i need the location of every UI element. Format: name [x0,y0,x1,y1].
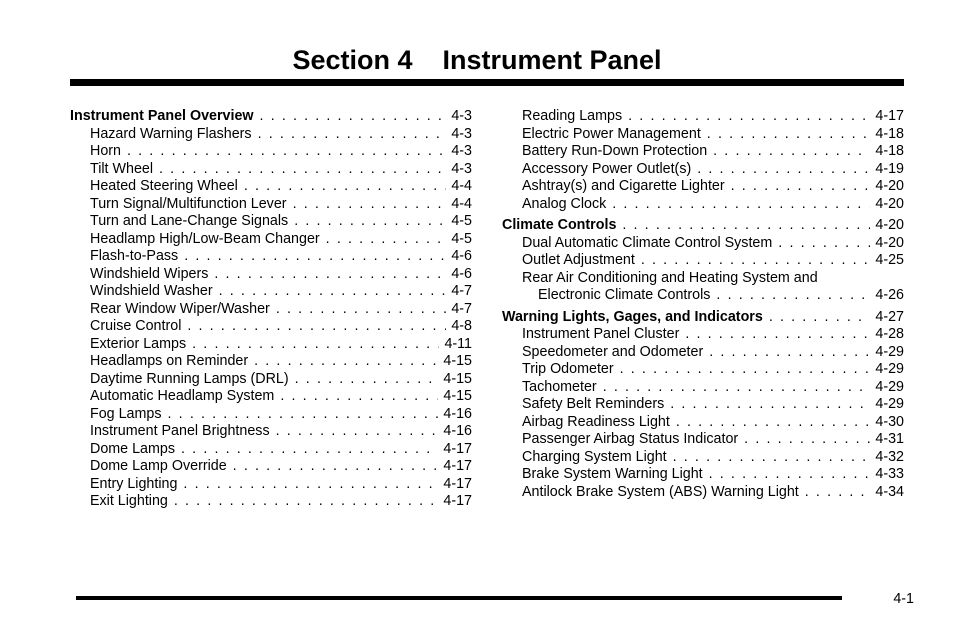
toc-entry-page: 4-17 [875,108,904,124]
dot-leader [219,283,447,301]
toc-entry-page: 4-15 [443,353,472,369]
dot-leader [612,196,870,214]
section-title: Section 4 Instrument Panel [292,45,662,75]
dot-leader [127,143,446,161]
toc-entry[interactable] [70,213,472,231]
toc-entry-title: Electric Power Management [522,125,701,142]
toc-entry-page: 4-34 [875,483,904,500]
dot-leader [192,336,439,354]
toc-entry-title: Antilock Brake System (ABS) Warning Light [522,483,799,500]
toc-entry-page: 4-17 [443,475,472,492]
toc-entry-page: 4-20 [875,195,904,212]
toc-entry[interactable] [70,266,472,284]
toc-entry-page: 4-29 [875,343,904,360]
toc-entry-page: 4-33 [875,466,904,482]
toc-entry-page: 4-25 [875,252,904,268]
toc-entry[interactable] [502,326,904,344]
toc-entry-page: 4-17 [443,493,472,509]
toc-entry-title: Turn Signal/Multifunction Lever [90,195,287,212]
toc-entry[interactable] [502,396,904,414]
dot-leader [670,396,870,414]
toc-entry-title: Hazard Warning Flashers [90,125,252,142]
toc-entry-title: Electronic Climate Controls [538,287,711,303]
dot-leader [276,423,439,441]
toc-entry-title: Instrument Panel Brightness [90,423,270,439]
toc-entry-title: Heated Steering Wheel [90,178,238,194]
toc-entry-title: Charging System Light [522,448,667,465]
toc-entry-page: 4-27 [875,308,904,325]
dot-leader [641,252,871,270]
dot-leader [622,217,870,235]
toc-entry[interactable] [502,270,904,288]
toc-entry-page: 4-18 [875,125,904,142]
toc-entry-title: Dome Lamps [90,440,176,457]
dot-leader [628,108,870,126]
dot-leader [673,449,871,467]
toc-entry[interactable] [70,231,472,249]
toc-entry-title: Warning Lights, Gages, and Indicators [502,308,763,325]
dot-leader [258,126,447,144]
toc-entry-page: 4-16 [443,405,472,422]
dot-leader [233,458,439,476]
toc-entry[interactable] [502,431,904,449]
toc-entry-title: Headlamp High/Low-Beam Changer [90,230,320,247]
toc-entry-page: 4-3 [451,143,472,159]
dot-leader [716,287,870,305]
toc-entry-title: Exit Lighting [90,493,168,509]
toc-entry-title: Passenger Airbag Status Indicator [522,431,739,447]
toc-column-right [502,108,904,501]
toc-entry[interactable] [502,466,904,484]
dot-leader [187,318,446,336]
dot-leader [174,493,438,511]
toc-entry-title: Instrument Panel Overview [70,108,254,124]
toc-entry[interactable] [70,196,472,214]
toc-entry[interactable] [502,143,904,161]
toc-entry-page: 4-30 [875,413,904,430]
toc-entry-page: 4-4 [451,195,472,212]
toc-entry[interactable] [70,301,472,319]
toc-entry[interactable] [502,108,904,126]
toc-entry-title: Daytime Running Lamps (DRL) [90,370,289,387]
toc-entry-page: 4-7 [451,283,472,299]
toc-entry-page: 4-11 [444,335,472,352]
toc-entry-page: 4-4 [451,178,472,194]
dot-leader [778,235,870,253]
toc-entry-page: 4-18 [875,143,904,159]
toc-entry-title: Fog Lamps [90,405,162,422]
toc-entry[interactable] [502,161,904,179]
dot-leader [184,248,446,266]
toc-entry[interactable] [70,493,472,511]
toc-entry-page: 4-15 [443,370,472,387]
toc-entry[interactable] [70,406,472,424]
toc-entry[interactable] [502,287,904,305]
toc-entry-page: 4-3 [451,160,472,177]
toc-entry-page: 4-16 [443,423,472,439]
dot-leader [676,414,871,432]
dot-leader [260,108,447,126]
toc-entry-title: Outlet Adjustment [522,252,635,268]
dot-leader [769,309,871,327]
toc-entry[interactable] [70,126,472,144]
toc-entry[interactable] [70,423,472,441]
toc-entry-page: 4-20 [875,178,904,194]
toc-entry-page: 4-29 [875,378,904,395]
toc-entry[interactable] [502,361,904,379]
toc-entry-page: 4-19 [875,160,904,177]
dot-leader [709,344,870,362]
toc-entry[interactable] [502,414,904,432]
toc-entry[interactable] [70,371,472,389]
toc-entry-title: Climate Controls [502,217,617,233]
dot-leader [159,161,446,179]
dot-leader [709,466,871,484]
toc-entry[interactable] [502,449,904,467]
toc-entry-page: 4-28 [875,326,904,342]
toc-entry-page: 4-32 [875,448,904,465]
toc-entry[interactable] [70,336,472,354]
toc-entry-title: Entry Lighting [90,475,178,492]
toc-entry[interactable] [70,441,472,459]
dot-leader [713,143,870,161]
page-number: 4-1 [893,591,914,607]
dot-leader [326,231,447,249]
toc-entry-page: 4-6 [451,248,472,264]
toc-entry[interactable] [70,161,472,179]
toc-entry[interactable] [502,484,904,502]
toc-entry-title: Trip Odometer [522,361,614,377]
dot-leader [707,126,871,144]
dot-leader [294,213,446,231]
toc-entry-title: Rear Air Conditioning and Heating System and [522,269,818,286]
toc-entry-page: 4-5 [451,230,472,247]
toc-entry-page: 4-26 [875,287,904,303]
toc-entry-title: Dome Lamp Override [90,458,227,474]
toc-entry-title: Headlamps on Reminder [90,353,249,369]
dot-leader [214,266,446,284]
toc-entry[interactable] [502,235,904,253]
dot-leader [603,379,871,397]
toc-entry-page: 4-15 [443,388,472,404]
toc-entry-title: Flash-to-Pass [90,248,179,264]
dot-leader [254,353,438,371]
toc-entry-title: Speedometer and Odometer [522,343,704,360]
toc-column-left [70,108,472,511]
dot-leader [620,361,871,379]
dot-leader [168,406,439,424]
toc-entry[interactable] [70,388,472,406]
dot-leader [697,161,870,179]
toc-entry-title: Exterior Lamps [90,335,187,352]
toc-entry-title: Automatic Headlamp System [90,388,275,404]
toc-entry[interactable] [502,196,904,214]
toc-entry[interactable] [502,252,904,270]
toc-entry-title: Horn [90,143,121,159]
toc-entry-page: 4-17 [443,440,472,457]
toc-entry[interactable] [502,178,904,196]
toc-entry[interactable] [70,143,472,161]
toc-heading[interactable] [502,217,904,235]
toc-entry-title: Battery Run-Down Protection [522,143,708,159]
toc-heading[interactable] [70,108,472,126]
toc-entry-page: 4-7 [451,300,472,317]
toc-entry-title: Reading Lamps [522,108,623,124]
toc-entry-page: 4-20 [875,234,904,251]
dot-leader [293,196,447,214]
toc-entry-page: 4-3 [451,125,472,142]
toc-entry[interactable] [70,178,472,196]
toc-entry-page: 4-29 [875,361,904,377]
toc-entry-page: 4-20 [875,217,904,233]
toc-entry[interactable] [502,344,904,362]
toc-heading[interactable] [502,309,904,327]
dot-leader [685,326,870,344]
toc-entry-title: Safety Belt Reminders [522,396,665,412]
dot-leader [244,178,447,196]
dot-leader [276,301,447,319]
toc-entry-title: Airbag Readiness Light [522,413,670,430]
dot-leader [805,484,871,502]
toc-entry-title: Turn and Lane-Change Signals [90,213,289,229]
dot-leader [295,371,439,389]
toc-entry-page: 4-3 [451,108,472,124]
toc-entry[interactable] [70,458,472,476]
toc-entry[interactable] [70,353,472,371]
toc-entry[interactable] [70,248,472,266]
toc-entry-page: 4-6 [451,265,472,282]
toc-entry[interactable] [70,283,472,301]
toc-entry-page: 4-5 [451,213,472,229]
dot-leader [183,476,438,494]
toc-entry-title: Accessory Power Outlet(s) [522,160,692,177]
dot-leader [280,388,438,406]
dot-leader [181,441,438,459]
dot-leader [744,431,870,449]
toc-entry-title: Tachometer [522,378,597,395]
toc-entry-title: Analog Clock [522,195,607,212]
toc-entry-page: 4-17 [443,458,472,474]
toc-entry[interactable] [502,126,904,144]
toc-entry-title: Instrument Panel Cluster [522,326,680,342]
toc-entry-title: Tilt Wheel [90,160,154,177]
toc-entry-page: 4-29 [875,396,904,412]
toc-entry-title: Brake System Warning Light [522,466,703,482]
toc-entry-title: Dual Automatic Climate Control System [522,234,773,251]
title-rule [70,79,904,86]
dot-leader [731,178,871,196]
toc-entry-title: Windshield Washer [90,283,213,299]
toc-entry-title: Ashtray(s) and Cigarette Lighter [522,178,725,194]
footer-rule [76,596,842,600]
toc-entry-title: Cruise Control [90,318,182,334]
toc-entry-title: Windshield Wipers [90,265,209,282]
toc-entry-page: 4-31 [875,431,904,447]
toc-entry[interactable] [502,379,904,397]
toc-entry[interactable] [70,476,472,494]
toc-entry[interactable] [70,318,472,336]
toc-entry-title: Rear Window Wiper/Washer [90,300,270,317]
toc-entry-page: 4-8 [451,318,472,334]
